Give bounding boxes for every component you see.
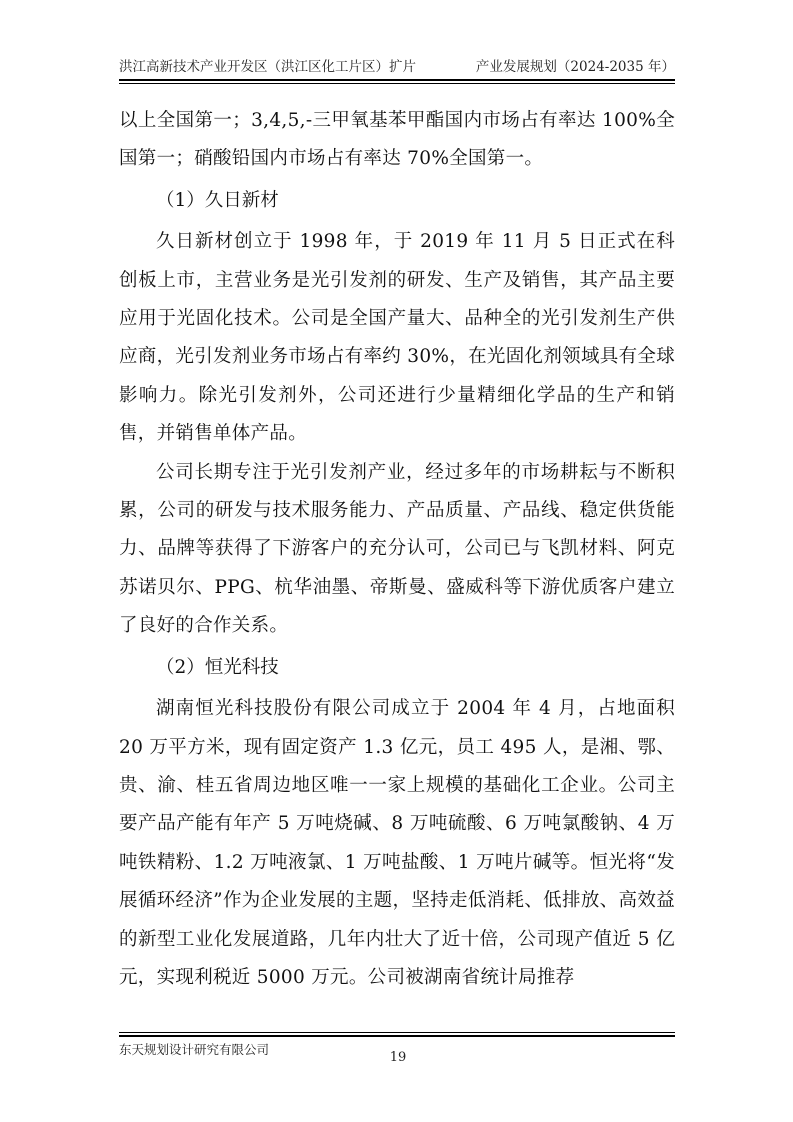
footer-divider-thick	[119, 1035, 675, 1037]
section-heading-jiuri: （1）久日新材	[156, 189, 279, 211]
paragraph-jiuri-customers: 公司长期专注于光引发剂产业，经过多年的市场耕耘与不断积累，公司的研发与技术服务能力、产品质量、产品线、稳定供货能力、品牌等获得了下游客户的充分认可，公司已与飞凯材料、阿克苏诺贝尔、PPG、杭华油墨、帝斯曼、盛威科等下游优质客户建立了良好的合作关系。	[119, 461, 675, 637]
header-divider-thin	[119, 83, 675, 84]
header-document-title: 洪江高新技术产业开发区（洪江区化工片区）扩片	[119, 59, 416, 75]
section-heading-hengguang: （2）恒光科技	[156, 656, 279, 678]
paragraph-hengguang-intro: 湖南恒光科技股份有限公司成立于 2004 年 4 月，占地面积 20 万平方米，现有固定资产 1.3 亿元，员工 495 人，是湘、鄂、贵、渝、桂五省周边地区唯一一家上规模的基础化工企业。公司主要产品产能有年产 5 万吨烧碱、8 万吨硫酸、6 万吨氯酸钠、4 万吨铁精粉、1.2 万吨液氯、1 万吨盐酸、1 万吨片碱等。恒光将“发展循环经济”作为企业发展的主题，坚持走低消耗、低排放、高效益的新型工业化发展道路，几年内壮大了近十倍，公司现产值近 5 亿元，实现利税近 5000 万元。公司被湖南省统计局推荐	[119, 698, 675, 988]
page-body	[119, 102, 675, 997]
paragraph-jiuri-intro: 久日新材创立于 1998 年，于 2019 年 11 月 5 日正式在科创板上市，主营业务是光引发剂的研发、生产及销售，其产品主要应用于光固化技术。公司是全国产量大、品种全的光引发剂生产供应商，光引发剂业务市场占有率约 30%，在光固化剂领域具有全球影响力。除光引发剂外，公司还进行少量精细化学品的生产和销售，并销售单体产品。	[119, 231, 675, 445]
page-header	[119, 55, 675, 77]
footer-company-name: 东天规划设计研究有限公司	[119, 1042, 270, 1057]
paragraph-market-share: 以上全国第一；3,4,5,-三甲氧基苯甲酯国内市场占有率达 100%全国第一；硝酸铅国内市场占有率达 70%全国第一。	[119, 110, 675, 170]
page-number: 19	[389, 1050, 407, 1065]
footer-divider-thin	[119, 1032, 675, 1033]
header-divider-thick	[119, 79, 675, 81]
header-plan-title: 产业发展规划（2024-2035 年）	[475, 59, 675, 75]
